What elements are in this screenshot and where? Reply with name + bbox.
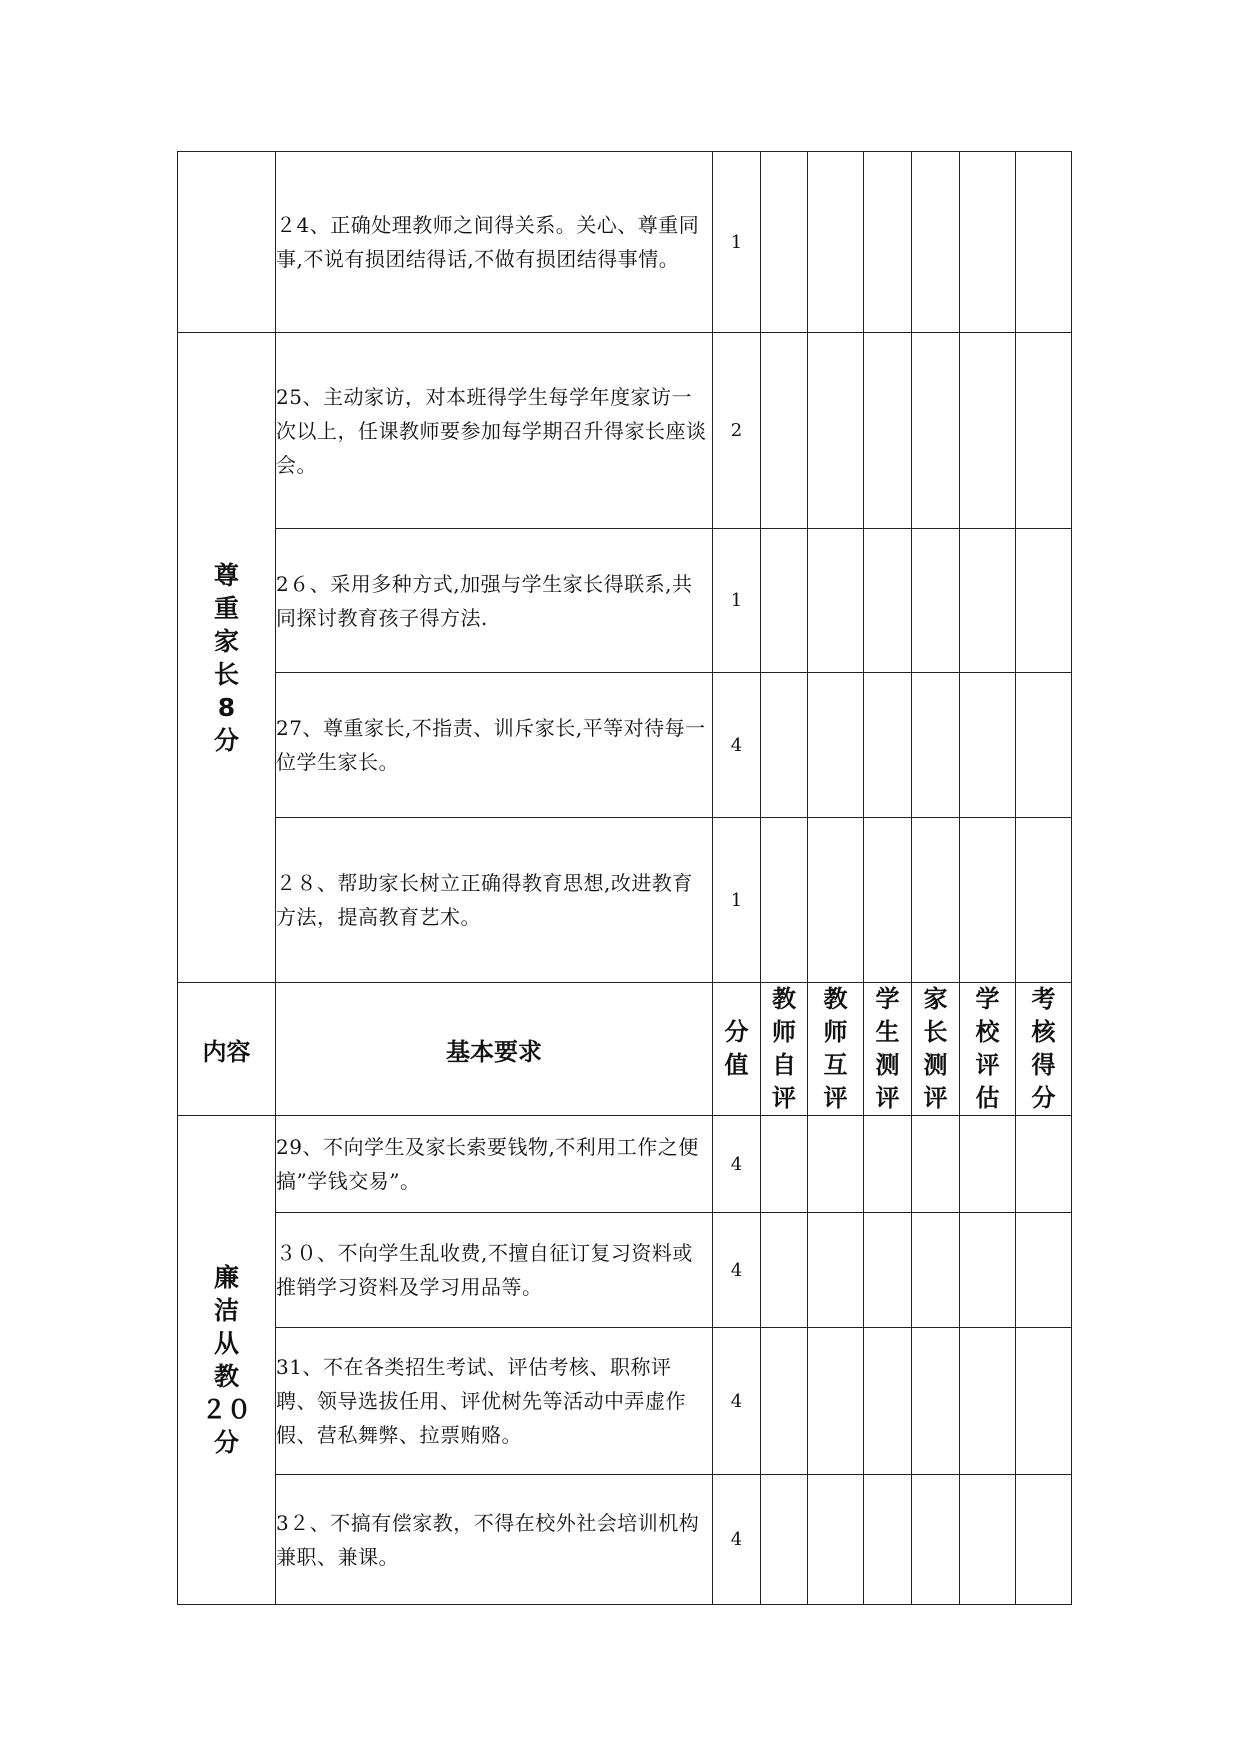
score-cell: 4 <box>713 673 761 818</box>
category-cell: 尊 重 家 长 8 分 <box>178 333 276 983</box>
header-teacher-peer-eval: 教 师 互 评 <box>808 983 864 1116</box>
requirement-cell: ２８、帮助家长树立正确得教育思想,改进教育方法，提高教育艺术。 <box>276 818 713 983</box>
header-parent-eval: 家 长 测 评 <box>912 983 960 1116</box>
teacher-self-eval-cell <box>761 333 808 529</box>
table-row <box>178 1213 1072 1328</box>
student-eval-cell <box>864 673 912 818</box>
student-eval-cell <box>864 1328 912 1475</box>
teacher-peer-eval-cell <box>808 1213 864 1328</box>
parent-eval-cell <box>912 1328 960 1475</box>
requirement-cell: 2６、采用多种方式,加强与学生家长得联系,共同探讨教育孩子得方法. <box>276 529 713 673</box>
table-row <box>178 818 1072 983</box>
score-cell: 1 <box>713 152 761 333</box>
student-eval-cell <box>864 529 912 673</box>
teacher-peer-eval-cell <box>808 673 864 818</box>
school-eval-cell <box>960 152 1016 333</box>
teacher-self-eval-cell <box>761 529 808 673</box>
table-row <box>178 529 1072 673</box>
requirement-cell: ２4、正确处理教师之间得关系。关心、尊重同事,不说有损团结得话,不做有损团结得事情。 <box>276 152 713 333</box>
teacher-self-eval-cell <box>761 1213 808 1328</box>
student-eval-cell <box>864 333 912 529</box>
header-student-eval: 学 生 测 评 <box>864 983 912 1116</box>
school-eval-cell <box>960 1475 1016 1605</box>
school-eval-cell <box>960 333 1016 529</box>
final-score-cell <box>1016 818 1072 983</box>
teacher-self-eval-cell <box>761 1328 808 1475</box>
parent-eval-cell <box>912 1213 960 1328</box>
table-row <box>178 1475 1072 1605</box>
table-row <box>178 333 1072 529</box>
school-eval-cell <box>960 673 1016 818</box>
table-header-row <box>178 983 1072 1116</box>
header-final-score: 考 核 得 分 <box>1016 983 1072 1116</box>
teacher-self-eval-cell <box>761 673 808 818</box>
final-score-cell <box>1016 152 1072 333</box>
final-score-cell <box>1016 1213 1072 1328</box>
requirement-cell: 25、主动家访，对本班得学生每学年度家访一次以上，任课教师要参加每学期召升得家长座谈会。 <box>276 333 713 529</box>
teacher-self-eval-cell <box>761 1475 808 1605</box>
school-eval-cell <box>960 1213 1016 1328</box>
teacher-self-eval-cell <box>761 1116 808 1213</box>
header-school-eval: 学 校 评 估 <box>960 983 1016 1116</box>
score-cell: 4 <box>713 1116 761 1213</box>
score-cell: 4 <box>713 1475 761 1605</box>
table-row <box>178 1328 1072 1475</box>
teacher-peer-eval-cell <box>808 1475 864 1605</box>
score-cell: 2 <box>713 333 761 529</box>
requirement-cell: 31、不在各类招生考试、评估考核、职称评聘、领导选拔任用、评优树先等活动中弄虚作假、营私舞弊、拉票贿赂。 <box>276 1328 713 1475</box>
table-row <box>178 673 1072 818</box>
teacher-peer-eval-cell <box>808 529 864 673</box>
teacher-self-eval-cell <box>761 152 808 333</box>
parent-eval-cell <box>912 1116 960 1213</box>
parent-eval-cell <box>912 529 960 673</box>
parent-eval-cell <box>912 818 960 983</box>
final-score-cell <box>1016 673 1072 818</box>
school-eval-cell <box>960 818 1016 983</box>
student-eval-cell <box>864 1475 912 1605</box>
header-content: 内容 <box>178 983 276 1116</box>
teacher-peer-eval-cell <box>808 1116 864 1213</box>
category-cell <box>178 152 276 333</box>
category-cell: 廉 洁 从 教 ２０ 分 <box>178 1116 276 1605</box>
requirement-cell: 27、尊重家长,不指责、训斥家长,平等对待每一位学生家长。 <box>276 673 713 818</box>
score-cell: 4 <box>713 1328 761 1475</box>
final-score-cell <box>1016 529 1072 673</box>
school-eval-cell <box>960 529 1016 673</box>
school-eval-cell <box>960 1328 1016 1475</box>
requirement-cell: 29、不向学生及家长索要钱物,不利用工作之便搞”学钱交易”。 <box>276 1116 713 1213</box>
final-score-cell <box>1016 1328 1072 1475</box>
parent-eval-cell <box>912 333 960 529</box>
student-eval-cell <box>864 1116 912 1213</box>
teacher-peer-eval-cell <box>808 1328 864 1475</box>
score-cell: 1 <box>713 529 761 673</box>
final-score-cell <box>1016 333 1072 529</box>
student-eval-cell <box>864 818 912 983</box>
table-row <box>178 152 1072 333</box>
header-score: 分 值 <box>713 983 761 1116</box>
parent-eval-cell <box>912 1475 960 1605</box>
parent-eval-cell <box>912 673 960 818</box>
header-teacher-self-eval: 教 师 自 评 <box>761 983 808 1116</box>
table-row <box>178 1116 1072 1213</box>
teacher-self-eval-cell <box>761 818 808 983</box>
requirement-cell: 3２、不搞有偿家教，不得在校外社会培训机构兼职、兼课。 <box>276 1475 713 1605</box>
teacher-peer-eval-cell <box>808 333 864 529</box>
requirement-cell: ３０、不向学生乱收费,不擅自征订复习资料或推销学习资料及学习用品等。 <box>276 1213 713 1328</box>
school-eval-cell <box>960 1116 1016 1213</box>
final-score-cell <box>1016 1116 1072 1213</box>
final-score-cell <box>1016 1475 1072 1605</box>
header-requirement: 基本要求 <box>276 983 713 1116</box>
score-cell: 4 <box>713 1213 761 1328</box>
teacher-peer-eval-cell <box>808 152 864 333</box>
score-cell: 1 <box>713 818 761 983</box>
parent-eval-cell <box>912 152 960 333</box>
student-eval-cell <box>864 152 912 333</box>
student-eval-cell <box>864 1213 912 1328</box>
teacher-peer-eval-cell <box>808 818 864 983</box>
evaluation-table <box>177 151 1072 1605</box>
